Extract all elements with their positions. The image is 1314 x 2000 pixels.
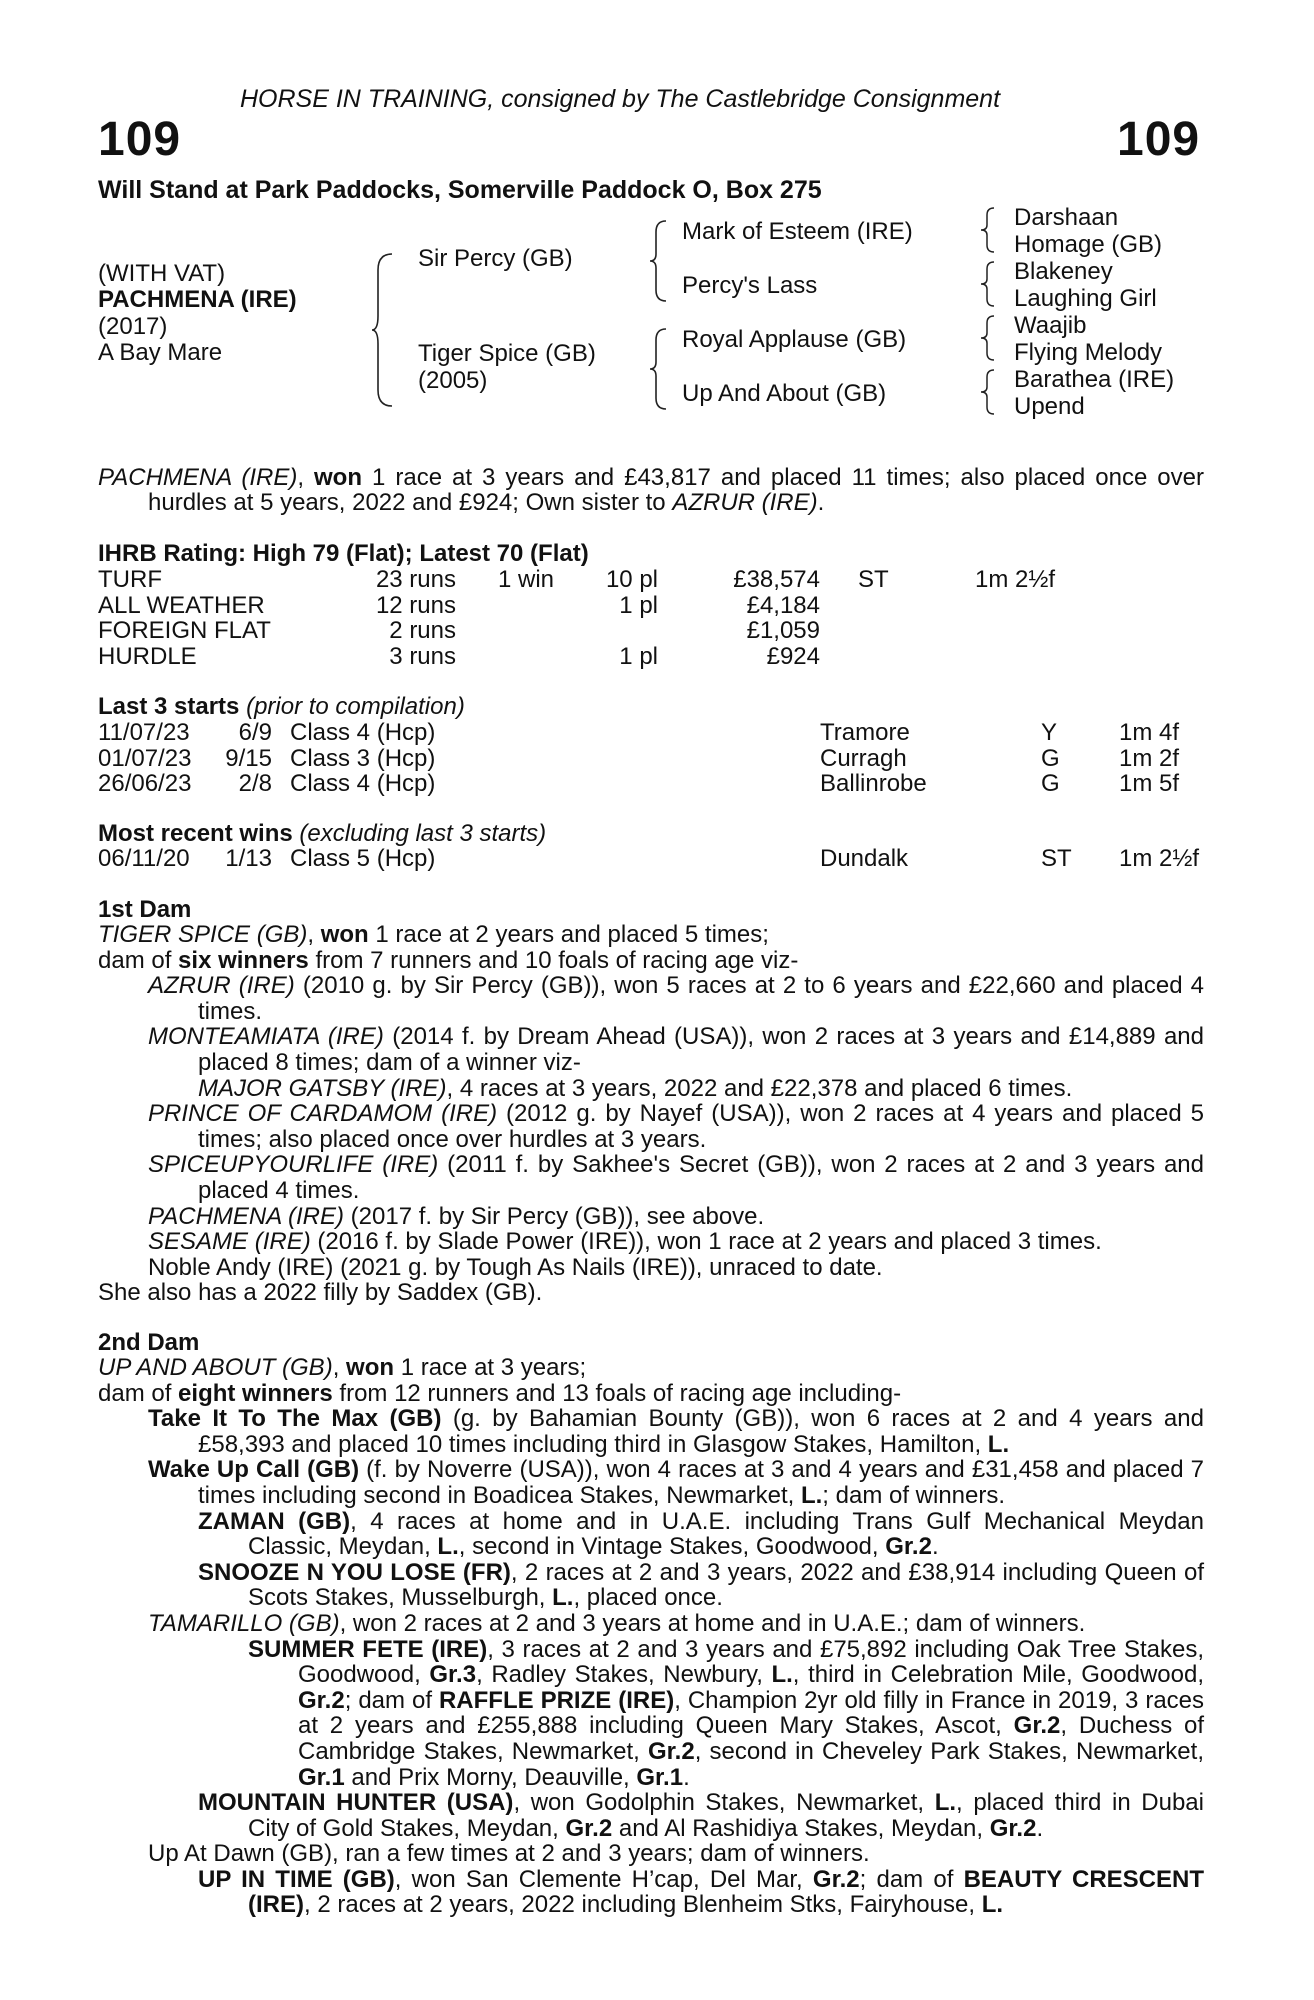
rating-placed: 10 pl (605, 566, 658, 593)
produce-summer-fete (98, 1637, 1204, 1791)
produce-snooze-n-you-lose (98, 1560, 1204, 1611)
produce-text: ; dam of (344, 1686, 439, 1714)
rating-distance: 1m 2½f (975, 566, 1056, 593)
recent-win-going: ST (1041, 845, 1072, 872)
vat-label: (WITH VAT) (98, 260, 226, 287)
produce-text: , 4 races at 3 years, 2022 and £22,378 and placed 6 times. (446, 1074, 1073, 1102)
pedigree-g6: Flying Melody (1014, 339, 1163, 366)
first-dam-section (98, 922, 1204, 1306)
pedigree-brace-6 (978, 313, 1000, 363)
group-badge: Gr.2 (812, 1865, 860, 1893)
produce-text: , 4 races at home and in U.A.E. including Trans Gulf Mechanical Meydan Classic, Meydan, (248, 1507, 1204, 1561)
second-dam-line1 (98, 1355, 1204, 1381)
produce-name: Take It To The Max (GB) (148, 1405, 442, 1433)
second-dam-record: 1 race at 3 years; (394, 1354, 587, 1381)
last-start-race: Class 3 (Hcp) (290, 744, 436, 772)
lot-number-left: 109 (98, 113, 182, 166)
pedigree-dam: Tiger Spice (GB) (418, 340, 596, 367)
produce-name: UP IN TIME (GB) (198, 1865, 395, 1893)
rating-runs: 23 runs (375, 566, 456, 593)
produce-text: , Radley Stakes, Newbury, (476, 1661, 772, 1689)
produce-name: SNOOZE N YOU LOSE (FR) (198, 1558, 511, 1586)
pedigree-g7: Barathea (IRE) (1014, 366, 1175, 393)
last-start-going: Y (1041, 719, 1058, 746)
pedigree-sire: Sir Percy (GB) (418, 245, 573, 272)
produce-name: AZRUR (IRE) (148, 972, 295, 1000)
rating-surface: HURDLE (98, 642, 197, 670)
group-badge: Gr.2 (565, 1814, 613, 1842)
pedigree-dam-sire: Royal Applause (GB) (682, 326, 907, 353)
pedigree-g8: Upend (1014, 393, 1085, 420)
listed-badge: L. (437, 1533, 459, 1561)
last-starts-heading (98, 694, 465, 720)
produce-text: (f. by Noverre (USA)), won 4 races at 3 and 4 years and £31,458 and placed 7 times including second in Boadicea Stakes, Newmarket, (198, 1456, 1204, 1509)
listed-badge: L. (987, 1430, 1010, 1458)
produce-name-beauty-crescent: BEAUTY CRESCENT (IRE) (248, 1865, 1204, 1919)
produce-azrur (98, 973, 1204, 1024)
produce-sesame (98, 1229, 1204, 1255)
group-badge: Gr.2 (298, 1686, 345, 1714)
rating-prize: £4,184 (746, 591, 820, 619)
produce-monteamiata (98, 1024, 1204, 1075)
rating-runs: 2 runs (389, 617, 456, 644)
rating-surface: ALL WEATHER (98, 591, 265, 619)
produce-text-end: . (931, 1533, 939, 1561)
produce-name: ZAMAN (GB) (198, 1507, 351, 1535)
group-badge: Gr.2 (1013, 1712, 1061, 1740)
first-dam-filly-note: She also has a 2022 filly by Saddex (GB). (98, 1279, 543, 1307)
produce-text: , second in Cheveley Park Stakes, Newmarket, (694, 1737, 1204, 1765)
last-start-date: 26/06/23 (98, 770, 192, 797)
pedigree-sire-sire: Mark of Esteem (IRE) (682, 218, 913, 245)
second-dam-line2 (98, 1381, 1204, 1407)
first-dam-winners: six winners (178, 946, 309, 974)
horse-description: A Bay Mare (98, 339, 223, 366)
produce-name: MOUNTAIN HUNTER (USA) (198, 1789, 514, 1817)
pedigree-sire-dam: Percy's Lass (682, 272, 818, 299)
produce-text: , 2 races at 2 and 3 years, 2022 and £38,914 including Queen of Scots Stakes, Musselburgh, (248, 1558, 1204, 1612)
produce-name-raffle-prize: RAFFLE PRIZE (IRE) (438, 1686, 675, 1714)
last-start-position: 9/15 (225, 744, 272, 772)
produce-text: (2010 g. by Sir Percy (GB)), won 5 races at 2 to 6 years and £22,660 and placed 4 times. (198, 972, 1205, 1025)
horse-name: PACHMENA (IRE) (98, 286, 297, 313)
produce-take-it-to-the-max (98, 1406, 1204, 1457)
produce-text: ; dam of (859, 1865, 964, 1893)
produce-text-end: , placed once. (573, 1584, 723, 1612)
produce-text: , placed third in Dubai City of Gold Stakes, Meydan, (248, 1789, 1204, 1842)
group-badge: Gr.1 (636, 1763, 684, 1791)
produce-prince (98, 1101, 1204, 1152)
produce-text: , third in Celebration Mile, Goodwood, (792, 1661, 1205, 1689)
produce-name: SPICEUPYOURLIFE (IRE) (148, 1151, 439, 1179)
second-dam-won: won (346, 1354, 395, 1381)
group-badge: Gr.1 (298, 1763, 345, 1791)
rating-runs: 12 runs (375, 591, 456, 619)
rating-surface: TURF (98, 566, 162, 593)
summary-won: won (314, 464, 363, 491)
produce-text: (2014 f. by Dream Ahead (USA)), won 2 races at 3 years and £14,889 and placed 8 times; dam of a winner viz- (198, 1023, 1204, 1076)
first-dam-line2 (98, 948, 1204, 974)
produce-tamarillo (98, 1611, 1204, 1637)
last-start-going: G (1041, 770, 1060, 797)
produce-text: , Duchess of Cambridge Stakes, Newmarket, (298, 1712, 1205, 1765)
lot-number-right: 109 (1117, 113, 1201, 166)
recent-win-course: Dundalk (820, 845, 909, 872)
recent-win-position: 1/13 (225, 845, 272, 872)
pedigree-g2: Homage (GB) (1014, 231, 1163, 258)
last-start-course: Curragh (820, 744, 907, 772)
produce-text: , second in Vintage Stakes, Goodwood, (458, 1533, 886, 1561)
last-starts-title: Last 3 starts (98, 693, 240, 720)
produce-text: , Champion 2yr old filly in France in 2019, 3 races at 2 years and £255,888 including Queen Mary Stakes, Ascot, (298, 1686, 1205, 1740)
group-badge: Gr.3 (429, 1661, 477, 1689)
pedigree-brace-7 (978, 367, 1000, 417)
produce-text: , won 2 races at 2 and 3 years at home and in U.A.E.; dam of winners. (339, 1609, 1086, 1637)
pedigree-dam-dam: Up And About (GB) (682, 380, 887, 407)
second-dam-sep: , (332, 1354, 347, 1381)
stabling-info: Will Stand at Park Paddocks, Somerville Paddock O, Box 275 (98, 176, 822, 204)
last-start-distance: 1m 2f (1119, 744, 1180, 772)
rating-placed: 1 pl (619, 642, 658, 670)
rating-going: ST (858, 566, 889, 593)
pedigree-brace-4 (978, 205, 1000, 255)
recent-wins-note: (excluding last 3 starts) (299, 820, 547, 847)
produce-text: , 3 races at 2 and 3 years and £75,892 including Oak Tree Stakes, Goodwood, (298, 1635, 1205, 1689)
rating-wins: 1 win (498, 566, 555, 593)
race-summary: PACHMENA (IRE), won 1 race at 3 years and £43,817 and placed 11 times; also placed once over hurdles at 5 years, 2022 and £924; Own sister to AZRUR (IRE). (98, 464, 1204, 516)
last-starts-note: (prior to compilation) (246, 693, 465, 720)
produce-text: , 2 races at 2 years, 2022 including Blenheim Stks, Fairyhouse, (304, 1891, 982, 1919)
pedigree-g3: Blakeney (1014, 258, 1113, 285)
first-dam-heading: 1st Dam (98, 896, 192, 923)
summary-end: . (817, 489, 825, 516)
produce-wake-up-call (98, 1457, 1204, 1508)
last-start-going: G (1041, 744, 1060, 772)
produce-text: (2011 f. by Sakhee's Secret (GB)), won 2 races at 2 and 3 years and placed 4 times. (198, 1151, 1205, 1204)
produce-text: and Al Rashidiya Stakes, Meydan, (612, 1814, 990, 1842)
rating-surface: FOREIGN FLAT (98, 617, 271, 644)
rating-placed: 1 pl (619, 591, 658, 619)
group-badge: Gr.2 (885, 1533, 932, 1561)
produce-name: MONTEAMIATA (IRE) (148, 1023, 384, 1051)
produce-text-end: . (683, 1763, 690, 1791)
listed-badge: L. (981, 1891, 1004, 1919)
produce-text: (2017 f. by Sir Percy (GB)), see above. (344, 1202, 765, 1230)
second-dam-winners: eight winners (178, 1379, 333, 1407)
produce-name: Wake Up Call (GB) (148, 1456, 360, 1484)
pedigree-g4: Laughing Girl (1014, 285, 1157, 312)
produce-name: MAJOR GATSBY (IRE) (198, 1074, 447, 1102)
produce-text-end: . (1036, 1814, 1044, 1842)
produce-mountain-hunter (98, 1790, 1204, 1841)
last-start-date: 01/07/23 (98, 744, 192, 772)
rating-runs: 3 runs (389, 642, 456, 670)
produce-zaman (98, 1509, 1204, 1560)
recent-wins-heading (98, 821, 546, 847)
second-dam-runners: from 12 runners and 13 foals of racing age including- (332, 1379, 902, 1407)
produce-name: TAMARILLO (GB) (148, 1609, 340, 1637)
ratings-heading: IHRB Rating: High 79 (Flat); Latest 70 (Flat) (98, 540, 589, 567)
produce-text-end: ; dam of winners. (822, 1481, 1006, 1509)
listed-badge: L. (552, 1584, 574, 1612)
pedigree-brace-5 (978, 259, 1000, 309)
first-dam-sep: , (307, 921, 321, 948)
summary-sister: AZRUR (IRE) (672, 489, 818, 516)
rating-prize: £1,059 (746, 617, 820, 644)
produce-noble-andy: Noble Andy (IRE) (2021 g. by Tough As Nails (IRE)), unraced to date. (148, 1253, 883, 1281)
produce-major-gatsby (98, 1076, 1204, 1102)
produce-text: (2012 g. by Nayef (USA)), won 2 races at 4 years and placed 5 times; also placed once over hurdles at 3 years. (198, 1100, 1205, 1153)
group-badge: Gr.2 (648, 1737, 695, 1765)
produce-name: PRINCE OF CARDAMOM (IRE) (148, 1100, 498, 1128)
last-start-race: Class 4 (Hcp) (290, 770, 436, 797)
second-dam-name: UP AND ABOUT (GB) (98, 1354, 333, 1381)
recent-win-date: 06/11/20 (98, 845, 190, 872)
first-dam-runners: from 7 runners and 10 foals of racing age viz- (308, 946, 799, 974)
produce-text: , won Godolphin Stakes, Newmarket, (513, 1789, 935, 1817)
pedigree-g1: Darshaan (1014, 204, 1119, 231)
pedigree-brace-1 (370, 250, 400, 410)
first-dam-line1 (98, 922, 1204, 948)
produce-pachmena (98, 1204, 1204, 1230)
produce-text: and Prix Morny, Deauville, (344, 1763, 637, 1791)
produce-name: PACHMENA (IRE) (148, 1202, 345, 1230)
summary-horse-name: PACHMENA (IRE) (98, 464, 298, 491)
produce-spiceupyourlife (98, 1152, 1204, 1203)
pedigree-brace-3 (648, 326, 674, 412)
pedigree-brace-2 (648, 218, 674, 304)
last-start-distance: 1m 5f (1119, 770, 1180, 797)
listed-badge: L. (934, 1789, 957, 1817)
last-start-course: Ballinrobe (820, 770, 927, 797)
produce-text: (2016 f. by Slade Power (IRE)), won 1 race at 2 years and placed 3 times. (310, 1228, 1102, 1256)
produce-up-in-time (98, 1867, 1204, 1918)
horse-year: (2017) (98, 313, 168, 340)
group-badge: Gr.2 (989, 1814, 1037, 1842)
last-start-distance: 1m 4f (1119, 719, 1180, 746)
listed-badge: L. (800, 1481, 823, 1509)
recent-wins-title: Most recent wins (98, 820, 293, 847)
produce-text: (g. by Bahamian Bounty (GB)), won 6 races at 2 and 4 years and £58,393 and placed 10 times including third in Glasgow Stakes, Hamilton, (198, 1405, 1204, 1458)
second-dam-damof: dam of (98, 1379, 179, 1407)
last-start-course: Tramore (820, 719, 910, 746)
first-dam-name: TIGER SPICE (GB) (98, 921, 308, 948)
recent-win-race: Class 5 (Hcp) (290, 845, 436, 872)
recent-win-distance: 1m 2½f (1119, 845, 1200, 872)
produce-up-at-dawn: Up At Dawn (GB), ran a few times at 2 and 3 years; dam of winners. (148, 1840, 870, 1868)
produce-name: SESAME (IRE) (148, 1228, 311, 1256)
produce-name: SUMMER FETE (IRE) (248, 1635, 488, 1663)
pedigree-dam-year: (2005) (418, 367, 488, 394)
first-dam-damof: dam of (98, 946, 179, 974)
last-start-race: Class 4 (Hcp) (290, 719, 436, 746)
first-dam-record: 1 race at 2 years and placed 5 times; (368, 921, 769, 948)
first-dam-won: won (320, 921, 369, 948)
last-start-date: 11/07/23 (98, 719, 190, 746)
last-start-position: 2/8 (238, 770, 272, 797)
consignment-header: HORSE IN TRAINING, consigned by The Castlebridge Consignment (240, 85, 1001, 113)
last-start-position: 6/9 (238, 719, 272, 746)
rating-prize: £924 (766, 642, 820, 670)
second-dam-heading: 2nd Dam (98, 1329, 200, 1356)
second-dam-section (98, 1355, 1204, 1918)
listed-badge: L. (771, 1661, 793, 1689)
pedigree-g5: Waajib (1014, 312, 1087, 339)
summary-text: 1 race at 3 years and £43,817 and placed 11 times; also placed once over hurdles at 5 years, 2022 and £924; Own sister to (148, 464, 1204, 516)
produce-text: , won San Clemente H’cap, Del Mar, (394, 1865, 813, 1893)
rating-prize: £38,574 (733, 566, 820, 593)
